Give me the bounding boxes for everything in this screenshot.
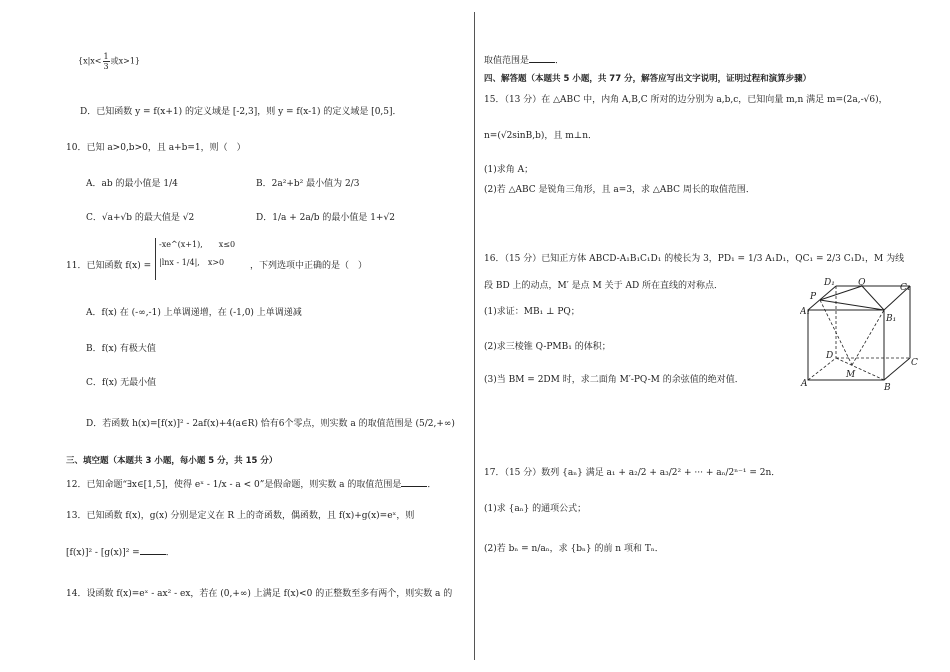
q14-answer-blank[interactable] — [529, 54, 555, 63]
q11-stem: 11．已知函数 f(x) = — [66, 261, 152, 271]
q13-answer-blank[interactable] — [140, 546, 166, 555]
q17-part-1: (1)求 {aₙ} 的通项公式； — [484, 504, 587, 514]
q14-continuation-text: 取值范围是 — [484, 56, 530, 66]
q11-option-c: C．f(x) 无最小值 — [86, 378, 157, 388]
segment-q-b1 — [862, 286, 884, 310]
q13-expression-text: [f(x)]² - [g(x)]² = — [66, 548, 140, 558]
set-suffix: 或x>1} — [110, 56, 141, 66]
q16-part-1: (1)求证：MB₁ ⊥ PQ； — [484, 307, 580, 317]
left-column — [0, 0, 474, 672]
label-m: M — [846, 370, 856, 380]
label-b: B — [884, 383, 891, 393]
q12-text: 12．已知命题“∃x∈[1,5]，使得 eˣ - 1/x - a < 0”是假命题，则实数 a 的取值范围是 — [66, 480, 402, 490]
solution-set — [78, 52, 140, 71]
q10-option-d: D．1/a + 2a/b 的最小值是 1+√2 — [256, 213, 395, 223]
q12-answer-blank[interactable] — [401, 478, 427, 487]
set-fraction — [103, 52, 110, 71]
q17: 17．（15 分）数列 {aₙ} 满足 a₁ + a₂/2 + a₃/2² + ··· + aₙ/2ⁿ⁻¹ = 2n． — [484, 468, 781, 478]
set-fraction-numerator: 1 — [103, 52, 109, 61]
q16-part-2: (2)求三棱锥 Q-PMB₁ 的体积； — [484, 342, 611, 352]
q15-n: n=(√2sinB,b)，且 m⊥n． — [484, 131, 598, 141]
segment-m-b1 — [852, 310, 884, 365]
label-d1: D₁ — [824, 278, 835, 288]
q11-piecewise — [155, 238, 235, 280]
q11-option-d: D．若函数 h(x)=[f(x)]² - 2af(x)+4(a∈R) 恰有6个零点，则实数 a 的取值范围是 (5/2,+∞) — [86, 419, 455, 429]
label-c: C — [911, 358, 918, 368]
q14-continuation: 取值范围是 ． — [484, 56, 565, 66]
q13: 13．已知函数 f(x)，g(x) 分别是定义在 R 上的奇函数，偶函数，且 f(x)+g(x)=eˣ，则 — [66, 511, 415, 521]
section-4-heading: 四、解答题（本题共 5 小题，共 77 分，解答应写出文字说明，证明过程和演算步骤） — [484, 74, 812, 84]
q10-option-a: A．ab 的最小值是 1/4 — [86, 179, 178, 189]
q13-expression: [f(x)]² - [g(x)]² = ． — [66, 548, 175, 558]
label-a1: A₁ — [800, 307, 811, 317]
q10-stem: 10．已知 a>0,b>0，且 a+b=1，则（ ） — [66, 143, 246, 153]
section-3-heading: 三、填空题（本题共 3 小题，每小题 5 分，共 15 分） — [66, 456, 278, 466]
segment-bd — [836, 358, 884, 380]
cube-figure — [800, 278, 920, 393]
q11-case-1: -xe^(x+1), x≤0 — [159, 240, 236, 249]
segment-p-b1 — [820, 300, 884, 310]
label-q: Q — [858, 278, 866, 288]
q11-option-a: A．f(x) 在 (-∞,-1) 上单调递增，在 (-1,0) 上单调递减 — [86, 308, 302, 318]
label-a: A — [801, 379, 808, 389]
q11-case-2: |lnx - 1/4|, x>0 — [159, 258, 225, 267]
edge-a-d — [808, 358, 836, 380]
set-fraction-denominator: 3 — [103, 62, 109, 71]
q10-option-c: C．√a+√b 的最大值是 √2 — [86, 213, 195, 223]
q17-part-2: (2)若 bₙ = n/aₙ，求 {bₙ} 的前 n 项和 Tₙ． — [484, 544, 664, 554]
label-c1: C₁ — [900, 283, 911, 293]
q16: 16．（15 分）已知正方体 ABCD-A₁B₁C₁D₁ 的棱长为 3，PD₁ = 1/3 A₁D₁，QC₁ = 2/3 C₁D₁，M 为线 — [484, 254, 905, 264]
q11-tail: ，下列选项中正确的是（ ） — [250, 261, 368, 271]
q11-option-b: B．f(x) 有极大值 — [86, 344, 156, 354]
q14: 14．设函数 f(x)=eˣ - ax² - ex，若在 (0,+∞) 上满足 f(x)<0 的正整数至多有两个，则实数 a 的 — [66, 589, 453, 599]
edge-b-c — [884, 358, 910, 380]
set-prefix: {x|x< — [78, 56, 102, 66]
q15: 15．（13 分）在 △ABC 中，内角 A,B,C 所对的边分别为 a,b,c，已知向量 m,n 满足 m=(2a,-√6)， — [484, 95, 888, 105]
column-divider — [474, 12, 475, 660]
q15-part-1: (1)求角 A； — [484, 165, 534, 175]
q16-part-3: (3)当 BM = 2DM 时，求二面角 M′-PQ-M 的余弦值的绝对值． — [484, 375, 744, 385]
label-d: D — [826, 351, 834, 361]
q12: 12．已知命题“∃x∈[1,5]，使得 eˣ - 1/x - a < 0”是假命题，则实数 a 的取值范围是 ． — [66, 480, 437, 490]
q9-option-d: D．已知函数 y = f(x+1) 的定义域是 [-2,3]，则 y = f(x-1) 的定义域是 [0,5]． — [80, 107, 402, 117]
label-p: P — [810, 292, 817, 302]
q10-option-b: B．2a²+b² 最小值为 2/3 — [256, 179, 360, 189]
segment-pq — [820, 286, 862, 300]
label-b1: B₁ — [886, 314, 897, 324]
q15-part-2: (2)若 △ABC 是锐角三角形，且 a=3，求 △ABC 周长的取值范围． — [484, 185, 755, 195]
q16-continuation: 段 BD 上的动点，M′ 是点 M 关于 AD 所在直线的对称点． — [484, 281, 724, 291]
